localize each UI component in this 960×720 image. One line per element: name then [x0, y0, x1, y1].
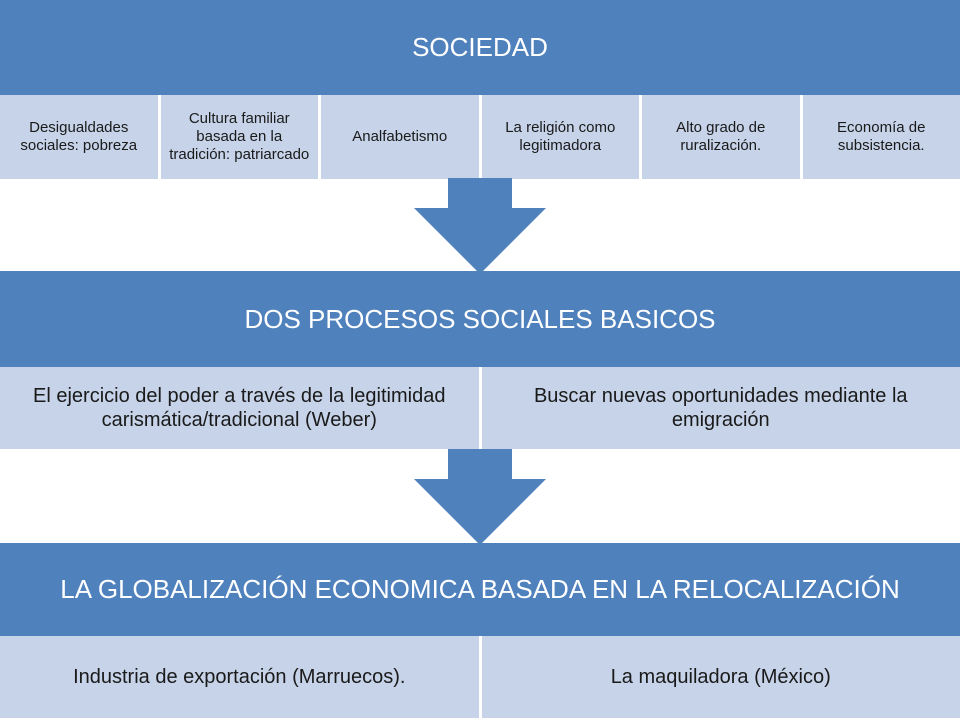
section-1-title: SOCIEDAD: [0, 0, 960, 95]
down-arrow-icon: [414, 449, 546, 545]
section-1-item-2: Cultura familiar basada en la tradición: patriarcado: [161, 95, 319, 179]
section-3-item-2: La maquiladora (México): [482, 636, 960, 718]
section-1-items: [0, 95, 960, 179]
section-1-item-4: La religión como legitimadora: [482, 95, 640, 179]
section-1-item-3: Analfabetismo: [321, 95, 479, 179]
section-1-item-6: Economía de subsistencia.: [803, 95, 960, 179]
section-2-items: [0, 367, 960, 449]
section-3-items: [0, 636, 960, 718]
section-1-item-1: Desigualdades sociales: pobreza: [0, 95, 158, 179]
section-2-title: DOS PROCESOS SOCIALES BASICOS: [0, 271, 960, 367]
section-3-item-1: Industria de exportación (Marruecos).: [0, 636, 479, 718]
down-arrow-icon: [414, 178, 546, 274]
section-2-item-2: Buscar nuevas oportunidades mediante la emigración: [482, 367, 960, 449]
section-2-item-1: El ejercicio del poder a través de la legitimidad carismática/tradicional (Weber): [0, 367, 479, 449]
section-3-title: LA GLOBALIZACIÓN ECONOMICA BASADA EN LA RELOCALIZACIÓN: [0, 543, 960, 636]
section-1-item-5: Alto grado de ruralización.: [642, 95, 800, 179]
